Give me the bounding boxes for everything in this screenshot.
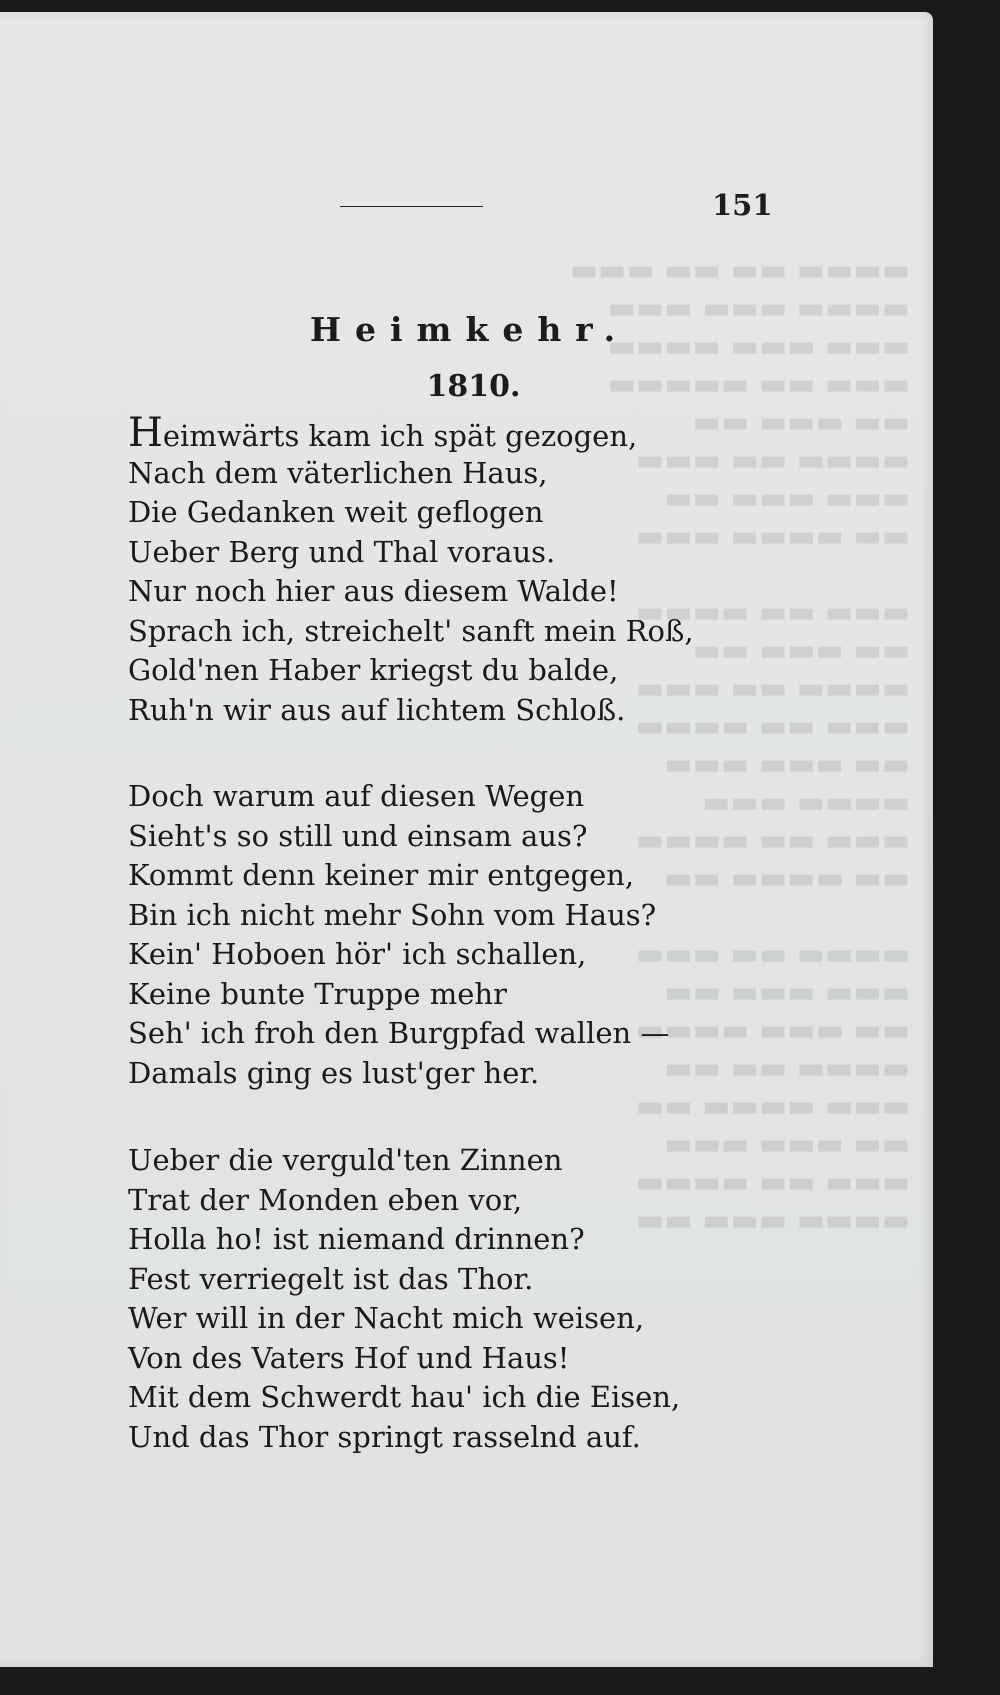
verse-line: Die Gedanken weit geflogen xyxy=(128,495,544,529)
verse-line: Gold'nen Haber kriegst du balde, xyxy=(128,653,619,687)
verse-line: Ueber die verguld'ten Zinnen xyxy=(128,1143,563,1177)
verse-line: Kein' Hoboen hör' ich schallen, xyxy=(128,937,587,971)
verse-line: Kommt denn keiner mir entgegen, xyxy=(128,858,635,892)
poem-title: Heimkehr. xyxy=(309,310,630,349)
verse-line: Fest verriegelt ist das Thor. xyxy=(128,1261,534,1296)
verse-line: Nur noch hier aus diesem Walde! xyxy=(128,574,619,608)
verse-line: Wer will in der Nacht mich weisen, xyxy=(128,1301,645,1335)
verse-line: Und das Thor springt rasselnd auf. xyxy=(128,1419,641,1454)
verse-line: Von des Vaters Hof und Haus! xyxy=(128,1340,570,1375)
verse-line: Mit dem Schwerdt hau' ich die Eisen, xyxy=(128,1380,681,1414)
book-page xyxy=(0,12,933,1667)
verse-line: Ueber Berg und Thal voraus. xyxy=(128,534,556,569)
verse-line: Sprach ich, streichelt' sanft mein Roß, xyxy=(128,613,694,648)
stanza-1 xyxy=(128,410,694,730)
show-through-texture: ▬▬▬▬ ▬▬ ▬▬ ▬▬▬ ▬▬▬▬ ▬▬▬ ▬▬▬ ▬▬▬ ▬▬▬ ▬▬▬▬ ▬▬▬ ▬▬ ▬▬▬▬▬ ▬▬ ▬▬▬ ▬▬ ▬▬▬▬ ▬▬ ▬▬▬ ▬▬▬ ▬▬▬ ▬▬ ▬▬ ▬▬▬▬ ▬▬▬ ▬▬▬ ▬▬ ▬▬▬▬ ▬▬ ▬▬▬ ▬▬ ▬▬▬▬ ▬▬ ▬▬▬ ▬▬▬ ▬▬ ▬▬▬▬ ▬▬ ▬▬▬ ▬▬▬ ▬▬▬▬ ▬▬▬ ▬▬▬ ▬▬ ▬▬▬▬ ▬▬ ▬▬▬▬ ▬▬ ▬▬▬▬ ▬▬ ▬▬▬ ▬▬▬ ▬▬▬ ▬▬ ▬▬ ▬▬▬ ▬▬▬▬ ▬▬▬▬ ▬▬ ▬▬ ▬▬▬ ▬▬▬▬ ▬▬ ▬▬ ▬▬▬ ▬▬▬ ▬▬▬ ▬▬ ▬▬▬▬ ▬▬▬▬ ▬▬▬ ▬▬ xyxy=(569,253,910,1238)
verse-line: Ruh'n wir aus auf lichtem Schloß. xyxy=(128,692,626,727)
verse-line: Damals ging es lust'ger her. xyxy=(128,1055,540,1090)
verse-line: Holla ho! ist niemand drinnen? xyxy=(128,1222,585,1256)
poem-year: 1810. xyxy=(426,369,521,404)
verse-line: Seh' ich froh den Burgpfad wallen — xyxy=(128,1016,670,1050)
page-number: 151 xyxy=(712,188,773,222)
stanza-2 xyxy=(128,777,688,1093)
verse-line: Doch warum auf diesen Wegen xyxy=(128,779,585,813)
verse-line: Nach dem väterlichen Haus, xyxy=(128,455,548,490)
stanza-3 xyxy=(128,1141,688,1457)
verse-line: Heimwärts kam ich spät gezogen, xyxy=(128,410,638,456)
verse-line: Bin ich nicht mehr Sohn vom Haus? xyxy=(128,897,657,932)
verse-line: Trat der Monden eben vor, xyxy=(128,1182,523,1217)
verse-line: Sieht's so still und einsam aus? xyxy=(128,818,588,853)
header-rule xyxy=(340,206,483,207)
verse-line: Keine bunte Truppe mehr xyxy=(128,976,507,1011)
